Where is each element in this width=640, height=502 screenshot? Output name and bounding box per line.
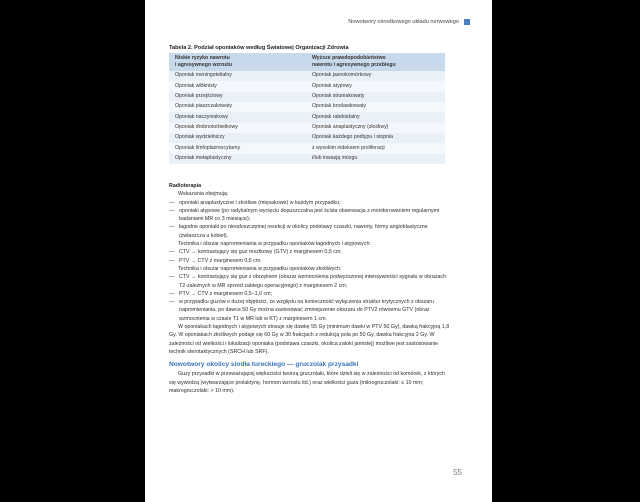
table-cell: Oponiak meningotelialny xyxy=(169,71,306,81)
paragraph: Technika i obszar napromieniania w przypadku oponiaków łagodnych i atypowych: xyxy=(178,241,371,248)
list-item-text: PTV → CTV z marginesem 0,5 cm. xyxy=(179,257,262,264)
list-item xyxy=(169,207,451,224)
body-text xyxy=(169,182,451,395)
table-row xyxy=(169,81,445,91)
list-item xyxy=(169,257,451,265)
table-row xyxy=(169,133,445,143)
list-item xyxy=(169,290,451,298)
paragraph: W oponiakach łagodnych i atypowych stosuje się dawkę 55 Gy (minimum dawki w PTV 50 Gy), dawką frakcyjną 1,8 Gy. W oponiakach złośliwych podaje się 60 Gy w 30 frakcjach z redukcją pola po 50 Gy, dawka frakcyjna 2 Gy. W zależności od wielkości i lokalizacji oponiaka (podstawa czaszki, okolica zatoki jamistej) możliwe jest zastosowanie technik sterotaktycznych (SRCH lub SRF). xyxy=(169,324,450,355)
table-cell: Oponiak metaplastyczny xyxy=(169,154,306,164)
table-cell: Oponiak anaplastyczny (złośliwy) xyxy=(306,123,445,133)
table-cell: Oponiak brodawkowaty xyxy=(306,102,445,112)
table-cell: Oponiak atypowy xyxy=(306,81,445,91)
page-number: 55 xyxy=(453,468,462,477)
paragraph: Technika i obszar napromieniania w przypadku oponiaków złośliwych: xyxy=(178,265,342,272)
header-line: Wyższe prawdopodobieństwo xyxy=(312,55,386,61)
table-cell: Oponiak włóknisty xyxy=(169,81,306,91)
list-item xyxy=(169,223,451,240)
table-cell: Oponiak wydzielniczy xyxy=(169,133,306,143)
dash-marker: — xyxy=(169,299,175,306)
square-marker-icon xyxy=(464,19,470,25)
running-head xyxy=(348,19,470,25)
list-item-text: CTV → kontrastujący się guz z obrzękiem (obszar wzmocnienia podwyższonej intensywności sygnału w obrazach T2-zależnych w MR sprzed zabiegu operacyjnego) z marginesem 2 cm; xyxy=(179,274,447,289)
dash-marker: — xyxy=(169,224,175,231)
header-line: i agresywnego wzrostu xyxy=(175,62,233,68)
list-item-text: łagodne oponiaki po nieodoszczętnej resekcji w okolicy podstawy czaszki, nawroty, formy angioblastyczne (zwłaszcza u kobiet). xyxy=(179,224,428,239)
dash-marker: — xyxy=(169,257,175,264)
list-item-text: w przypadku guzów o dużej objętości, ze względu na konieczność wyłączenia struktur krytycznych z obszaru napromieniania, po dawce 50 Gy można zastosować zmniejszenie obszaru do PTV2 równemu GTV (obraz wzmocnienia w czasie T1 w MR lub w KT) z marginesem 1 cm. xyxy=(179,299,434,322)
table-cell: Oponiak przejściowy xyxy=(169,92,306,102)
list-item xyxy=(169,273,451,290)
table-cell: Oponiak struniakowaty xyxy=(306,92,445,102)
table-row xyxy=(169,112,445,122)
table-title: Tabela 2. Podział oponiaków według Światowej Organizacji Zdrowia xyxy=(169,45,349,51)
list-item-text: oponiaki anaplastyczne i złośliwe (mięsakowe) w każdym przypadku; xyxy=(179,199,341,206)
paragraph: Wskazania obejmują: xyxy=(178,191,229,198)
list-item xyxy=(169,248,451,256)
running-head-text: Nowotwory ośrodkowego układu nerwowego xyxy=(348,19,459,25)
section-heading: Nowotwory okolicy siodła tureckiego — gruczolak przysadki xyxy=(169,361,359,369)
header-line: nawrotu i agresywnego przebiegu xyxy=(312,62,396,68)
list-item-text: oponiaki atypowe (po radykalnym wycięciu dopuszczalna jest ścisła obserwacja z monitorowaniem regularnymi badaniami MR co 3 miesiące); xyxy=(179,207,440,223)
header-line: Niskie ryzyko nawrotu xyxy=(175,55,230,61)
table-cell: Oponiak drobnotorbielkowy xyxy=(169,123,306,133)
list-item-text: PTV → CTV z marginesem 0,5–1,0 cm; xyxy=(179,290,273,297)
table-cell: z wysokim indeksem proliferacji xyxy=(306,143,445,153)
dash-marker: — xyxy=(169,207,175,214)
table-cell: Oponiak jasnokomórkowy xyxy=(306,71,445,81)
table-cell: Oponiak rabdoidalny xyxy=(306,112,445,122)
meningioma-table xyxy=(169,53,445,164)
table-cell: Oponiak limfoplazmocytarny xyxy=(169,143,306,153)
dash-marker: — xyxy=(169,199,175,206)
list-item xyxy=(169,298,451,323)
table-cell: Oponiak naczyniakowy xyxy=(169,112,306,122)
paragraph: Guzy przysadki w przeważającej większości tworzą gruczolaki, które dzieli się w zależności od komórek, z których się wywodzą (wytwarzające prolaktynę, hormon wzrostu itd.) oraz wielkości guza (mikrogruczolaki: ≤ 10 mm; makrogruczolaki: > 10 mm). xyxy=(169,371,445,394)
list-item xyxy=(169,199,451,207)
dash-marker: — xyxy=(169,249,175,256)
table-row xyxy=(169,123,445,133)
table-row xyxy=(169,143,445,153)
table-cell: Oponiak piaszczakowaty xyxy=(169,102,306,112)
dash-marker: — xyxy=(169,290,175,297)
list-item-text: CTV → kontrastujący się guz resztkowy (GTV) z marginesem 0,5 cm; xyxy=(179,249,342,256)
table-row xyxy=(169,92,445,102)
table-header-cell xyxy=(169,53,306,71)
table-row xyxy=(169,102,445,112)
document-page xyxy=(145,0,492,502)
dash-marker: — xyxy=(169,274,175,281)
table-header-row xyxy=(169,53,445,71)
table-cell: i/lub inwazją mózgu xyxy=(306,154,445,164)
table-cell: Oponiak każdego podtypu i stopnia xyxy=(306,133,445,143)
table-header-cell xyxy=(306,53,445,71)
section-heading: Radioterapia xyxy=(169,183,202,189)
table-row xyxy=(169,154,445,164)
table-row xyxy=(169,71,445,81)
